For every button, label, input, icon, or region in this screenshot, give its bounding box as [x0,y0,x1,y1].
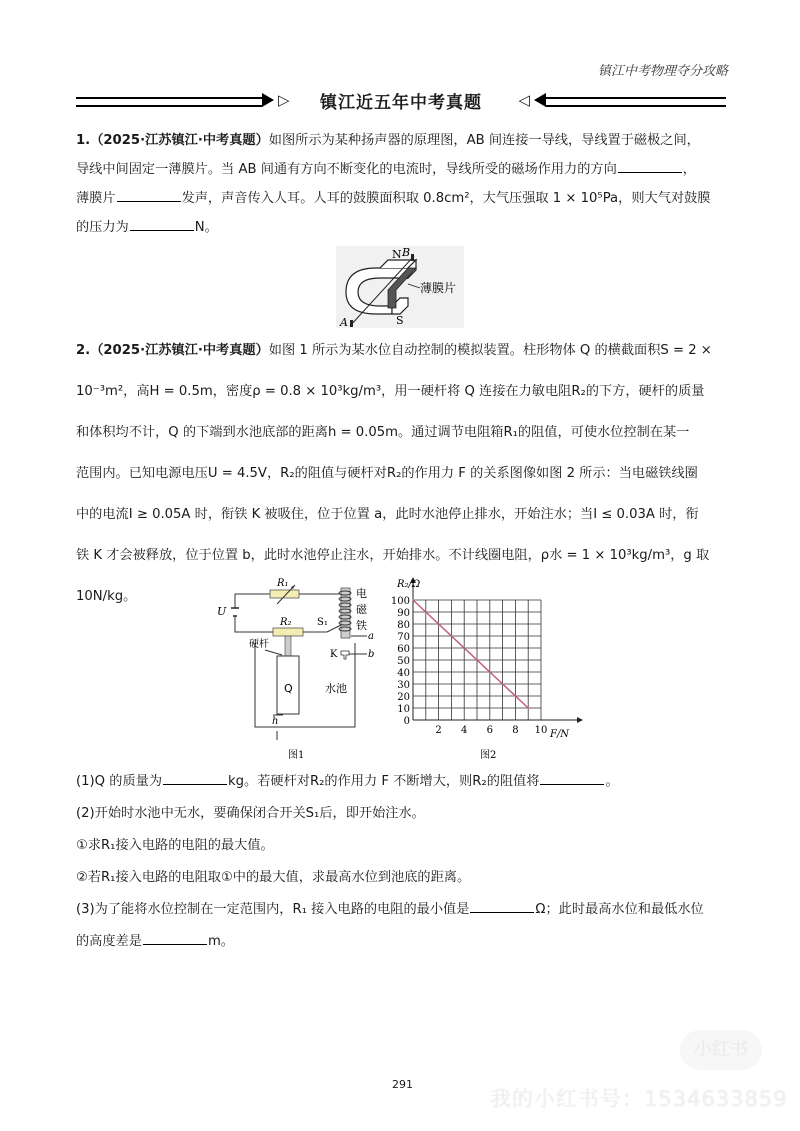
sub-question-2: (2)开始时水池中无水，要确保闭合开关S₁后，即开始注水。 [76,806,425,821]
q2-line-5: 中的电流I ≥ 0.05A 时，衔铁 K 被吸住，位于位置 a，此时水池停止排水，开始注水；当I ≤ 0.03A 时，衔 [76,507,699,522]
q1-line-4 [76,213,726,242]
y-tick-label: 100 [390,596,410,607]
resistor-r2 [273,628,303,636]
x-tick-label: 6 [486,725,493,736]
q2-line-4: 范围内。已知电源电压U = 4.5V，R₂的阻值与硬杆对R₂的作用力 F 的关系图像如图 2 所示：当电磁铁线圈 [76,466,698,481]
y-tick-label: 30 [397,680,410,691]
q1-line-2 [76,155,726,184]
question-2 [76,336,726,611]
triangle-left-icon: ◁ [518,91,530,109]
y-tick-label: 60 [397,644,410,655]
leader-line [408,284,420,288]
header-note: 镇江中考物理夺分攻略 [597,64,728,79]
section-title-bar [76,88,726,118]
label-coil-3: 铁 [356,619,367,632]
circuit-diagram [205,575,380,765]
label-a: a [368,631,374,642]
answer-blank[interactable] [618,160,682,173]
answer-blank[interactable] [117,189,181,202]
label-h: h [272,716,279,727]
q1-number: 1. [76,133,91,148]
answer-blank[interactable] [143,932,207,945]
series-point [527,707,529,709]
q2-line-6: 铁 K 才会被释放，位于位置 b，此时水池停止注水，开始排水。不计线圈电阻，ρ水 = 1 × 10³kg/m³，g 取 [76,548,710,563]
sub3-text-a: (3)为了能将水位控制在一定范围内，R₁ 接入电路的电阻的最小值是 [76,902,470,917]
series-line [413,600,528,708]
q2-line-3: 和体积均不计，Q 的下端到水池底部的距离h = 0.05m。通过调节电阻箱R₁的阻值，可使水位控制在某一 [76,425,690,440]
y-tick-label: 20 [397,692,410,703]
sub-question-3-cont [76,932,726,952]
sub-question-2-2: ②若R₁接入电路的电阻取①中的最大值，求最高水位到池底的距离。 [76,870,471,885]
watermark-text: 我的小红书号：1534633859 [490,1087,788,1111]
label-u: U [217,605,227,618]
answer-blank[interactable] [130,218,194,231]
y-tick-label: 50 [397,656,410,667]
y-tick-label: 40 [397,668,410,679]
series-point [412,599,414,601]
rod-leader [265,650,282,655]
r2-force-chart [385,575,585,765]
sub-question-3 [76,900,726,920]
terminal-b [411,254,414,261]
answer-blank[interactable] [163,772,227,785]
q1-line-3 [76,184,726,213]
chart-title: 图2 [480,750,497,761]
q2-number: 2. [76,343,91,358]
label-r2: R₂ [280,617,292,628]
arrow-left-icon [534,93,546,107]
y-tick-label: 70 [397,632,410,643]
label-coil-2: 磁 [356,603,367,616]
answer-blank[interactable] [540,772,604,785]
label-q: Q [284,682,293,695]
label-k: K [330,649,338,660]
label-a: A [340,316,348,328]
x-tick-label: 4 [461,725,468,736]
q2-line-1 [76,336,726,365]
q2-source: （2025·江苏镇江·中考真题） [90,343,269,358]
q1-text-1: 如图所示为某种扬声器的原理图，AB 间连接一导线，导线置于磁极之间， [268,133,700,148]
wire-bottom-left [235,616,273,632]
label-pool: 水池 [325,682,347,695]
chart-figure-2 [385,575,585,765]
q1-source: （2025·江苏镇江·中考真题） [90,133,269,148]
x-axis-arrow-icon [577,717,583,723]
label-s1: S₁ [317,617,328,628]
decor-line-right [546,97,726,107]
speaker-diagram [336,246,464,328]
chart-ylabel: R₂/Ω [397,579,421,590]
circuit-figure [205,575,380,765]
label-b: b [368,649,375,660]
label-b: B [402,246,411,259]
x-tick-label: 8 [512,725,519,736]
wire-top-left [235,594,270,608]
chart-series [412,599,529,709]
question-1 [76,126,726,242]
label-rod: 硬杆 [249,639,269,650]
y-tick-label: 10 [397,704,410,715]
label-membrane: 薄膜片 [420,281,457,295]
speaker-figure [336,246,464,328]
triangle-right-icon: ▷ [278,91,290,109]
sub3-text-c: 的高度差是 [76,934,142,949]
chart-xlabel: F/N [550,729,570,740]
label-n: N [392,248,402,261]
rigid-rod [285,636,291,656]
q1-text-4a: 的压力为 [76,220,129,235]
q1-punct: ， [682,162,696,177]
sub1-text-b: kg。若硬杆对R₂的作用力 F 不断增大，则R₂的阻值将 [228,774,540,789]
sub3-text-d: m。 [207,934,234,949]
x-tick-label: 10 [534,725,548,736]
sub1-text-c: 。 [605,774,619,789]
sub1-text-a: (1)Q 的质量为 [76,774,163,789]
watermark-badge: 小红书 [680,1030,762,1070]
q2-text-1: 如图 1 所示为某水位自动控制的模拟装置。柱形物体 Q 的横截面积S = 2 × [268,343,712,358]
q1-text-3a: 薄膜片 [76,191,116,206]
x-tick-label: 2 [435,725,442,736]
page-number: 291 [392,1078,413,1091]
terminal-a [350,320,353,327]
chart-ticks [391,596,547,736]
figure-1-caption: 图1 [288,750,305,761]
y-tick-label: 0 [403,716,410,727]
label-r1: R₁ [277,578,289,589]
sub-question-1 [76,772,726,792]
q1-text-3b: 发声，声音传入人耳。人耳的鼓膜面积取 0.8cm²，大气压强取 1 × 10⁵Pa，则大气对鼓膜 [181,191,711,206]
q1-line-1 [76,126,726,155]
y-tick-label: 80 [397,620,410,631]
answer-blank[interactable] [470,900,534,913]
q2-line-7: 10N/kg。 [76,589,137,604]
armature-k [341,651,349,659]
sub-questions [76,772,726,952]
chart-axes [410,577,583,723]
y-tick-label: 90 [397,608,410,619]
label-coil-1: 电 [356,587,367,600]
q1-text-4b: N。 [194,220,218,235]
q2-line-2: 10⁻³m²，高H = 0.5m，密度ρ = 0.8 × 10³kg/m³，用一硬杆将 Q 连接在力敏电阻R₂的下方，硬杆的质量 [76,384,705,399]
sub3-text-b: Ω；此时最高水位和最低水位 [535,902,704,917]
q1-text-2: 导线中间固定一薄膜片。当 AB 间通有方向不断变化的电流时，导线所受的磁场作用力的方向 [76,162,617,177]
section-title: 镇江近五年中考真题 [320,93,482,113]
label-s: S [396,314,404,327]
sub-question-2-1: ①求R₁接入电路的电阻的最大值。 [76,838,274,853]
